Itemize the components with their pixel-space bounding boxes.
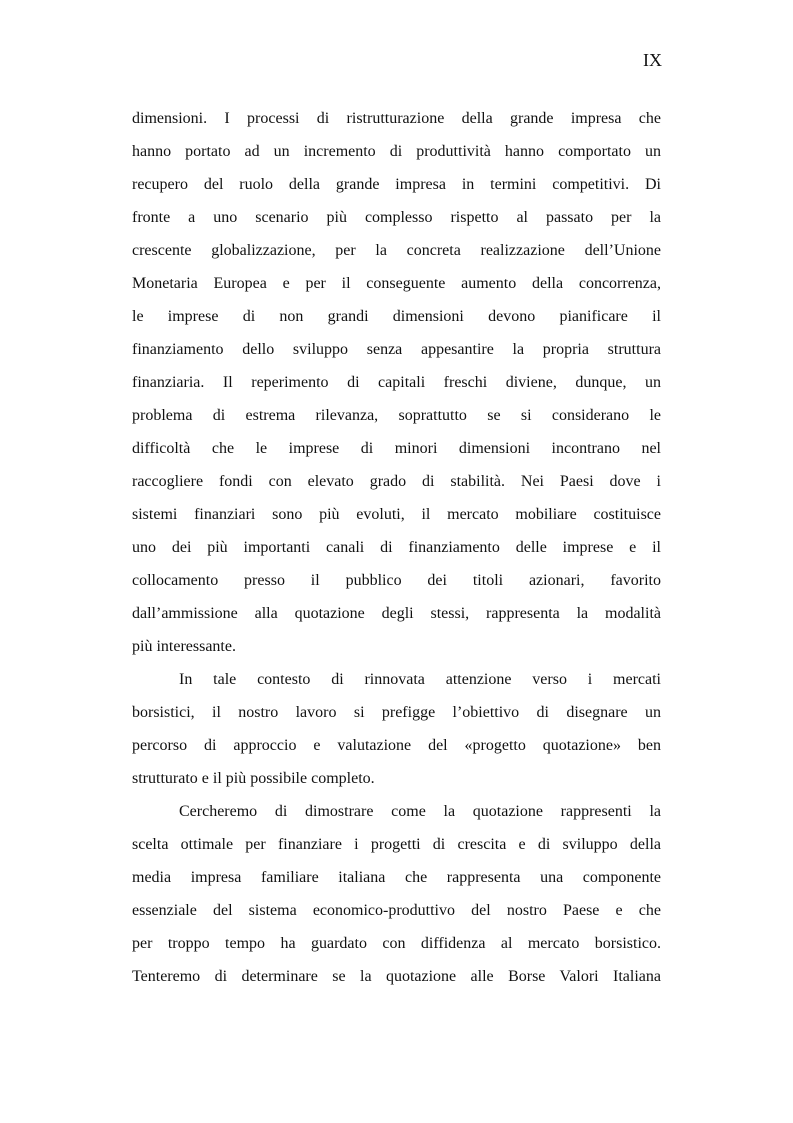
paragraph-2 xyxy=(132,671,661,803)
paragraph-line: uno dei più importanti canali di finanziamento delle imprese e il xyxy=(132,539,661,556)
paragraph-line: scelta ottimale per finanziare i progetti di crescita e di sviluppo della xyxy=(132,836,661,853)
paragraph-line: più interessante. xyxy=(132,638,236,655)
paragraph-line: borsistici, il nostro lavoro si prefigge l’obiettivo di disegnare un xyxy=(132,704,661,721)
paragraph-line: hanno portato ad un incremento di produttività hanno comportato un xyxy=(132,143,661,160)
paragraph-line: dall’ammissione alla quotazione degli stessi, rappresenta la modalità xyxy=(132,605,661,622)
paragraph-line: collocamento presso il pubblico dei titoli azionari, favorito xyxy=(132,572,661,589)
paragraph-3 xyxy=(132,803,661,1001)
paragraph-line: finanziaria. Il reperimento di capitali freschi diviene, dunque, un xyxy=(132,374,661,391)
paragraph-line: dimensioni. I processi di ristrutturazione della grande impresa che xyxy=(132,110,661,127)
paragraph-line: le imprese di non grandi dimensioni devono pianificare il xyxy=(132,308,661,325)
paragraph-line: sistemi finanziari sono più evoluti, il mercato mobiliare costituisce xyxy=(132,506,661,523)
paragraph-line: media impresa familiare italiana che rappresenta una componente xyxy=(132,869,661,886)
paragraph-line: essenziale del sistema economico-produttivo del nostro Paese e che xyxy=(132,902,661,919)
paragraph-line: In tale contesto di rinnovata attenzione verso i mercati xyxy=(179,671,661,688)
page-number: IX xyxy=(643,50,662,70)
paragraph-line: per troppo tempo ha guardato con diffidenza al mercato borsistico. xyxy=(132,935,661,952)
paragraph-line: recupero del ruolo della grande impresa in termini competitivi. Di xyxy=(132,176,661,193)
paragraph-line: percorso di approccio e valutazione del «progetto quotazione» ben xyxy=(132,737,661,754)
paragraph-line: fronte a uno scenario più complesso rispetto al passato per la xyxy=(132,209,661,226)
paragraph-line: Cercheremo di dimostrare come la quotazione rappresenti la xyxy=(179,803,661,820)
paragraph-line: problema di estrema rilevanza, soprattutto se si considerano le xyxy=(132,407,661,424)
paragraph-line: difficoltà che le imprese di minori dimensioni incontrano nel xyxy=(132,440,661,457)
paragraph-line: Tenteremo di determinare se la quotazione alle Borse Valori Italiana xyxy=(132,968,661,985)
paragraph-line: raccogliere fondi con elevato grado di stabilità. Nei Paesi dove i xyxy=(132,473,661,490)
paragraph-line: crescente globalizzazione, per la concreta realizzazione dell’Unione xyxy=(132,242,661,259)
paragraph-line: strutturato e il più possibile completo. xyxy=(132,770,375,787)
paragraph-1 xyxy=(132,110,661,671)
paragraph-line: Monetaria Europea e per il conseguente aumento della concorrenza, xyxy=(132,275,661,292)
text-body xyxy=(132,110,661,1001)
paragraph-line: finanziamento dello sviluppo senza appesantire la propria struttura xyxy=(132,341,661,358)
